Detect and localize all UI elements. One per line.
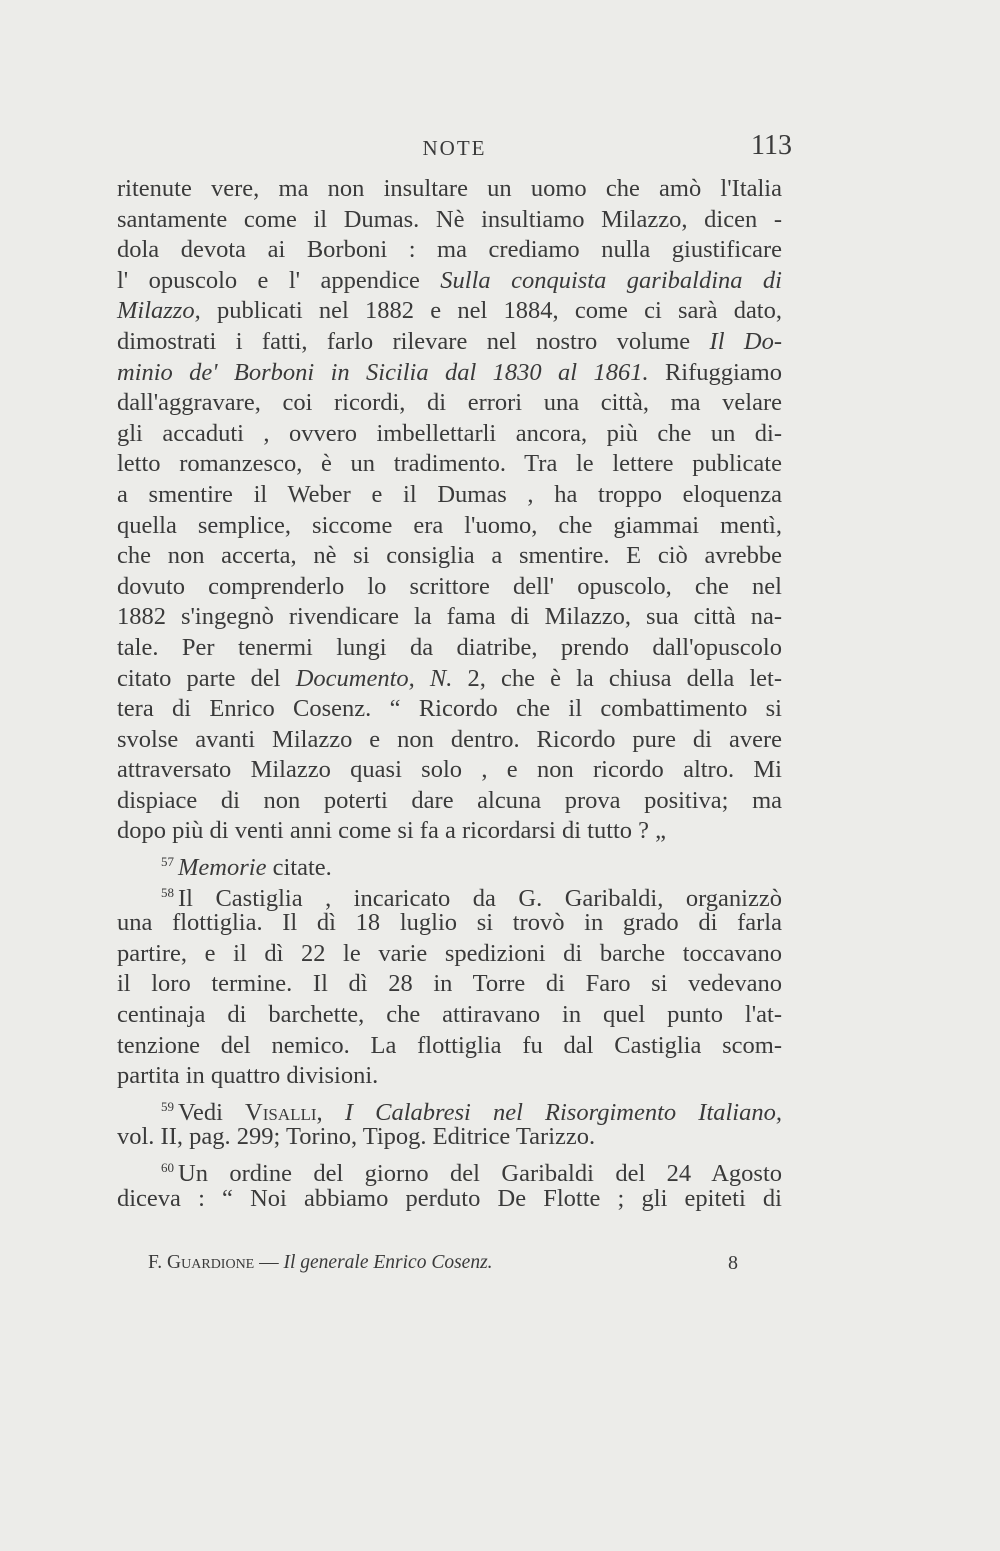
running-head: NOTE	[422, 136, 487, 160]
text-run: svolse avanti Milazzo e non dentro. Ricordo pure di avere	[117, 725, 782, 753]
footer-separator: —	[254, 1252, 284, 1273]
text-run: a smentire il Weber e il Dumas , ha troppo eloquenza	[117, 480, 782, 508]
text-run: una flottiglia. Il dì 18 luglio si trovò in grado di farla	[117, 909, 782, 937]
text-run: dovuto comprenderlo lo scrittore dell' opuscolo, che nel	[117, 572, 782, 600]
footer-author-initial: F.	[148, 1252, 168, 1273]
text-line	[117, 296, 782, 327]
text-line	[117, 327, 782, 358]
text-run: quella semplice, siccome era l'uomo, che giammai mentì,	[117, 511, 782, 539]
text-run: ritenute vere, ma non insultare un uomo che amò l'Italia	[117, 175, 782, 202]
text-line	[117, 480, 782, 511]
text-line	[117, 1061, 782, 1092]
text-line	[117, 725, 782, 756]
text-run: citato parte del	[117, 664, 296, 692]
footer-author-name: Guardione	[167, 1252, 255, 1273]
text-run: Rifuggiamo	[648, 358, 782, 386]
text-line	[117, 1153, 782, 1187]
text-line	[117, 1184, 782, 1215]
text-line	[117, 449, 782, 480]
text-line	[117, 969, 782, 1000]
text-line	[117, 786, 782, 817]
text-line	[117, 1031, 782, 1062]
text-line	[117, 1000, 782, 1031]
italic-text: Memorie	[178, 854, 267, 882]
text-line	[117, 694, 782, 725]
text-run: partita in quattro divisioni.	[117, 1062, 379, 1090]
text-run: centinaja di barchette, che attiravano in quel punto l'at-	[117, 1001, 782, 1029]
text-line	[117, 266, 782, 297]
footnote-number: 58	[161, 884, 174, 900]
page-header	[117, 130, 792, 164]
text-run: l' opuscolo e l' appendice	[117, 266, 441, 294]
text-run: vol. II, pag. 299; Torino, Tipog. Editrice Tarizzo.	[117, 1123, 596, 1151]
text-run: tenzione del nemico. La flottiglia fu dal Castiglia scom-	[117, 1031, 782, 1059]
text-line	[117, 511, 782, 542]
text-run: Vedi	[178, 1098, 246, 1126]
text-line	[117, 664, 782, 695]
text-line	[117, 541, 782, 572]
text-run: tera di Enrico Cosenz. “ Ricordo che il combattimento si	[117, 695, 782, 723]
text-line	[117, 419, 782, 450]
text-run: tale. Per tenermi lungi da diatribe, prendo dall'opuscolo	[117, 633, 782, 661]
text-line	[117, 939, 782, 970]
text-run: 1882 s'ingegnò rivendicare la fama di Milazzo, sua città na-	[117, 603, 782, 631]
footnote-number: 59	[161, 1098, 174, 1114]
text-run: che non accerta, nè si consiglia a smentire. E ciò avrebbe	[117, 542, 782, 570]
text-run: Un ordine del giorno del Garibaldi del 24 Agosto	[178, 1160, 782, 1187]
footnote-number: 57	[161, 854, 174, 870]
footnote-number: 60	[161, 1160, 174, 1175]
text-run: dola devota ai Borboni : ma crediamo nulla giustificare	[117, 236, 782, 264]
text-run: il loro termine. Il dì 28 in Torre di Faro si vedevano	[117, 970, 782, 998]
signature-mark: 8	[728, 1252, 738, 1274]
notes-body	[117, 174, 782, 1214]
text-run: letto romanzesco, è un tradimento. Tra le lettere publicate	[117, 450, 782, 478]
footer-title: Il generale Enrico Cosenz.	[283, 1252, 493, 1273]
text-run: attraversato Milazzo quasi solo , e non ricordo altro. Mi	[117, 756, 782, 784]
italic-text: Il Do-	[709, 327, 782, 355]
text-line	[117, 1122, 782, 1153]
text-run: diceva : “ Noi abbiamo perduto De Flotte ; gli epiteti di	[117, 1184, 782, 1212]
text-line	[117, 235, 782, 266]
italic-text: Documento, N.	[295, 664, 453, 692]
text-run: santamente come il Dumas. Nè insultiamo Milazzo, dicen -	[117, 205, 782, 233]
text-run: citate.	[266, 854, 332, 882]
text-run: dimostrati i fatti, farlo rilevare nel nostro volume	[117, 327, 710, 355]
text-run: partire, e il dì 22 le varie spedizioni di barche toccavano	[117, 939, 782, 967]
text-run: dispiace di non poterti dare alcuna prova positiva; ma	[117, 786, 782, 814]
text-run: dopo più di venti anni come si fa a ricordarsi di tutto ? „	[117, 817, 667, 845]
text-run: dall'aggravare, coi ricordi, di errori una città, ma velare	[117, 389, 782, 417]
text-line	[117, 602, 782, 633]
page-number: 113	[751, 130, 792, 161]
text-line	[117, 908, 782, 939]
italic-text: Sulla conquista garibaldina di	[440, 266, 782, 294]
italic-text: Milazzo,	[117, 297, 201, 325]
text-run: gli accaduti , ovvero imbellettarli ancora, più che un di-	[117, 419, 782, 447]
text-line	[117, 633, 782, 664]
page-footer	[148, 1252, 738, 1274]
small-caps-text: Visalli,	[245, 1098, 323, 1126]
text-run: publicati nel 1882 e nel 1884, come ci sarà dato,	[200, 297, 782, 325]
italic-text: I Calabresi nel Risorgimento Italiano,	[322, 1098, 782, 1126]
italic-text: minio de' Borboni in Sicilia dal 1830 al 1861.	[117, 358, 649, 386]
text-line	[117, 755, 782, 786]
text-line	[117, 388, 782, 419]
text-line	[117, 174, 782, 205]
text-line	[117, 1092, 782, 1126]
text-line	[117, 847, 782, 882]
text-line	[117, 816, 782, 847]
text-line	[117, 572, 782, 603]
text-line	[117, 878, 782, 912]
text-line	[117, 205, 782, 236]
text-run: Il Castiglia , incaricato da G. Garibaldi, organizzò	[178, 884, 782, 912]
text-line	[117, 358, 782, 389]
text-run: 2, che è la chiusa della let-	[452, 664, 782, 692]
